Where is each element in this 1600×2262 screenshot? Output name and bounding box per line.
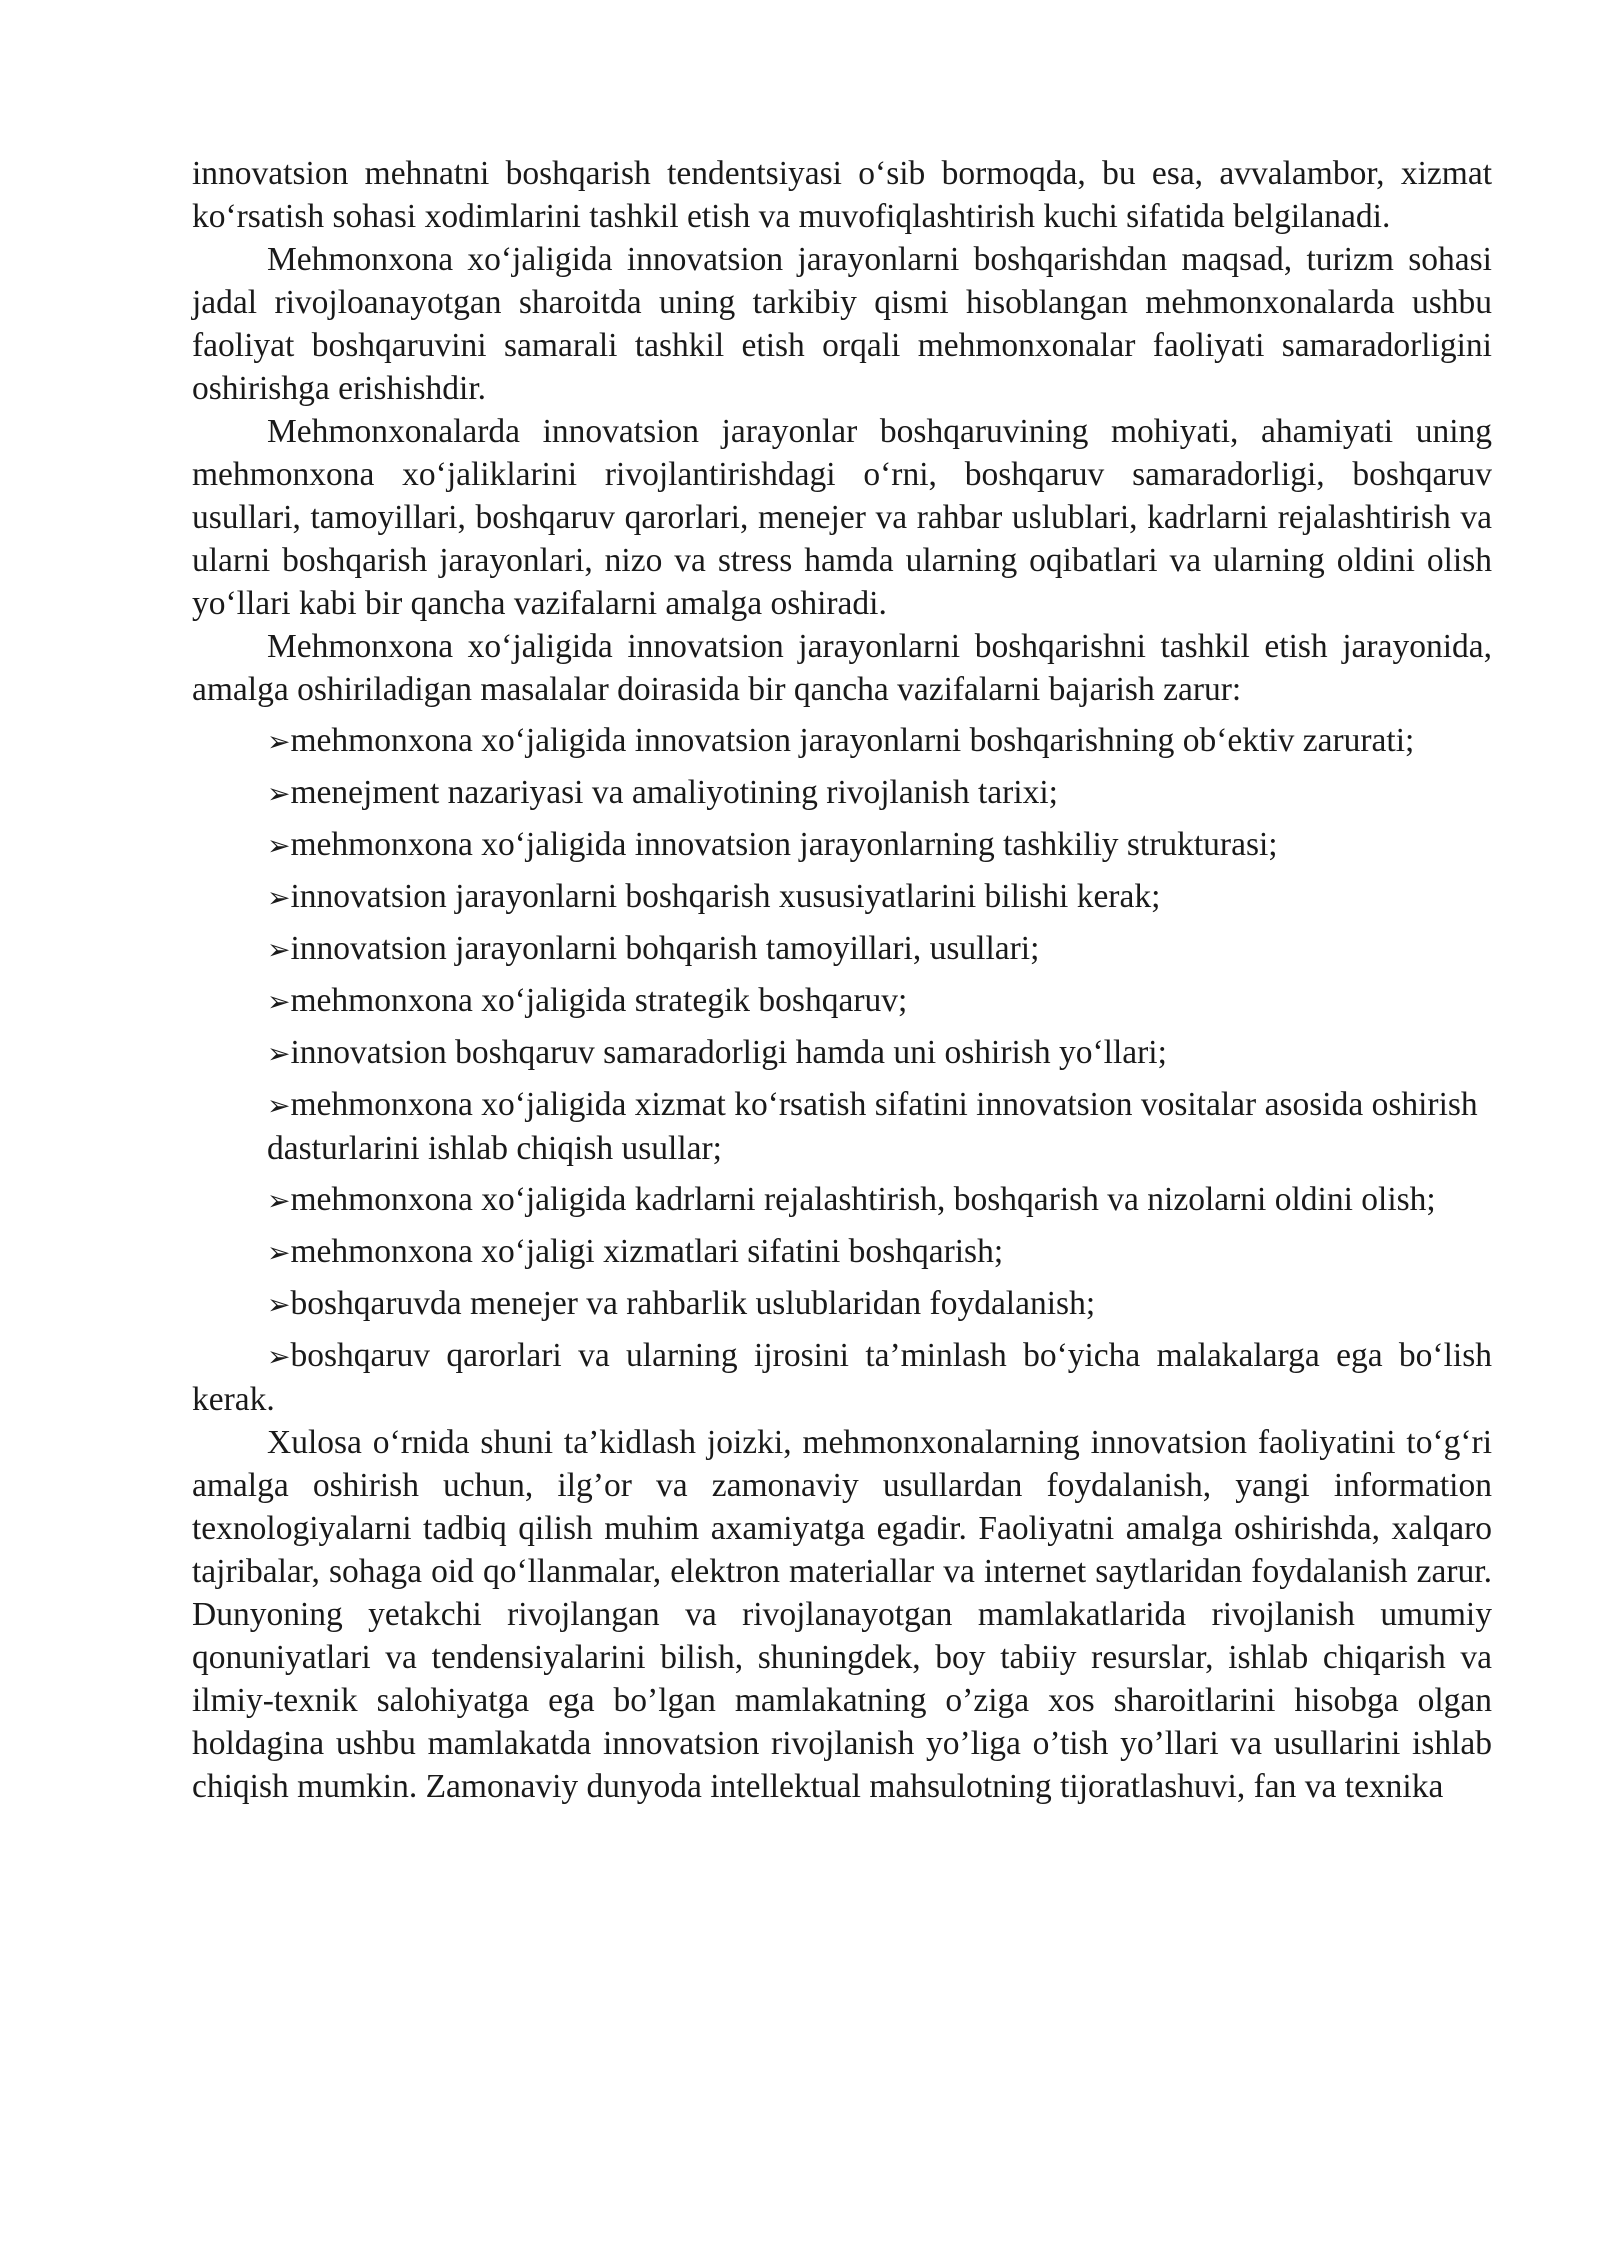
arrow-bullet-icon: ➢ — [267, 829, 291, 862]
arrow-bullet-icon: ➢ — [267, 933, 291, 966]
list-item — [192, 1282, 1492, 1326]
list-item — [192, 927, 1492, 971]
arrow-bullet-icon: ➢ — [267, 1340, 291, 1373]
paragraph-3: Mehmonxonalarda innovatsion jarayonlar boshqaruvining mohiyati, ahamiyati uning mehmonxona xo‘jaliklarini rivojlantirishdagi o‘rni, boshqaruv samaradorligi, boshqaruv usullari, tamoyillari, boshqaruv qarorlari, menejer va rahbar uslublari, kadrlarni rejalashtirish va ularni boshqarish jarayonlari, nizo va stress hamda ularning oqibatlari va ularning oldini olish yo‘llari kabi bir qancha vazifalarni amalga oshiradi. — [192, 413, 1492, 622]
list-item — [192, 1083, 1492, 1127]
list-item-text: innovatsion boshqaruv samaradorligi hamda uni oshirish yo‘llari; — [290, 1034, 1167, 1071]
list-item — [192, 1178, 1492, 1222]
list-item-text: mehmonxona xo‘jaligida innovatsion jarayonlarning tashkiliy strukturasi; — [290, 826, 1278, 863]
arrow-bullet-icon: ➢ — [267, 1184, 291, 1217]
list-item-text: mehmonxona xo‘jaligida xizmat ko‘rsatish sifatini innovatsion vositalar asosida oshirish — [290, 1086, 1478, 1123]
list-item-text: menejment nazariyasi va amaliyotining rivojlanish tarixi; — [290, 774, 1058, 811]
list-item — [192, 1230, 1492, 1274]
list-item — [192, 979, 1492, 1023]
arrow-bullet-icon: ➢ — [267, 1089, 291, 1122]
list-item — [192, 823, 1492, 867]
list-item-text: mehmonxona xo‘jaligida innovatsion jarayonlarni boshqarishning ob‘ektiv zarurati; — [290, 722, 1415, 759]
list-item-text: innovatsion jarayonlarni boshqarish xususiyatlarini bilishi kerak; — [290, 878, 1161, 915]
list-item-text: mehmonxona xo‘jaligi xizmatlari sifatini boshqarish; — [290, 1233, 1004, 1270]
document-page — [192, 152, 1492, 1808]
list-item-continuation: dasturlarini ishlab chiqish usullar; — [267, 1130, 722, 1167]
arrow-bullet-icon: ➢ — [267, 881, 291, 914]
list-item — [192, 1031, 1492, 1075]
list-item — [192, 719, 1492, 763]
paragraph-conclusion: Xulosa o‘rnida shuni ta’kidlash joizki, mehmonxonalarning innovatsion faoliyatini to‘g‘ri amalga oshirish uchun, ilg’or va zamonaviy usullardan foydalanish, yangi information texnologiyalarni tadbiq qilish muhim axamiyatga egadir. Faoliyatni amalga oshirishda, xalqaro tajribalar, sohaga oid qo‘llanmalar, elektron materiallar va internet saytlaridan foydalanish zarur. Dunyoning yetakchi rivojlangan va rivojlanayotgan mamlakatlarida rivojlanish umumiy qonuniyatlari va tendensiyalarini bilish, shuningdek, boy tabiiy resurslar, ishlab chiqarish va ilmiy-texnik salohiyatga ega bo’lgan mamlakatning o’ziga xos sharoitlarini hisobga olgan holdagina ushbu mamlakatda innovatsion rivojlanish yo’liga o’tish yo’llari va usullarini ishlab chiqish mumkin. Zamonaviy dunyoda intellektual mahsulotning tijoratlashuvi, fan va texnika — [192, 1424, 1492, 1805]
paragraph-2: Mehmonxona xo‘jaligida innovatsion jarayonlarni boshqarishdan maqsad, turizm sohasi jadal rivojloanayotgan sharoitda uning tarkibiy qismi hisoblangan mehmonxonalarda ushbu faoliyat boshqaruvini samarali tashkil etish orqali mehmonxonalar faoliyati samaradorligini oshirishga erishishdir. — [192, 241, 1492, 407]
arrow-bullet-icon: ➢ — [267, 1236, 291, 1269]
list-item-text: mehmonxona xo‘jaligida strategik boshqaruv; — [290, 982, 908, 1019]
arrow-bullet-icon: ➢ — [267, 1037, 291, 1070]
list-item-text: innovatsion jarayonlarni bohqarish tamoyillari, usullari; — [290, 930, 1040, 967]
arrow-bullet-icon: ➢ — [267, 985, 291, 1018]
arrow-bullet-icon: ➢ — [267, 1288, 291, 1321]
paragraph-4: Mehmonxona xo‘jaligida innovatsion jarayonlarni boshqarishni tashkil etish jarayonida, amalga oshiriladigan masalalar doirasida bir qancha vazifalarni bajarish zarur: — [192, 628, 1492, 708]
task-list — [192, 719, 1492, 1421]
list-item — [192, 771, 1492, 815]
list-item — [192, 1334, 1492, 1421]
arrow-bullet-icon: ➢ — [267, 725, 291, 758]
list-item — [192, 875, 1492, 919]
paragraph-1: innovatsion mehnatni boshqarish tendentsiyasi o‘sib bormoqda, bu esa, avvalambor, xizmat ko‘rsatish sohasi xodimlarini tashkil etish va muvofiqlashtirish kuchi sifatida belgilanadi. — [192, 155, 1492, 235]
list-item-text: boshqaruvda menejer va rahbarlik uslublaridan foydalanish; — [290, 1285, 1096, 1322]
arrow-bullet-icon: ➢ — [267, 777, 291, 810]
list-item-text: mehmonxona xo‘jaligida kadrlarni rejalashtirish, boshqarish va nizolarni oldini olish; — [290, 1181, 1436, 1218]
list-item-text: boshqaruv qarorlari va ularning ijrosini ta’minlash bo‘yicha malakalarga ega bo‘lish kerak. — [192, 1337, 1492, 1418]
